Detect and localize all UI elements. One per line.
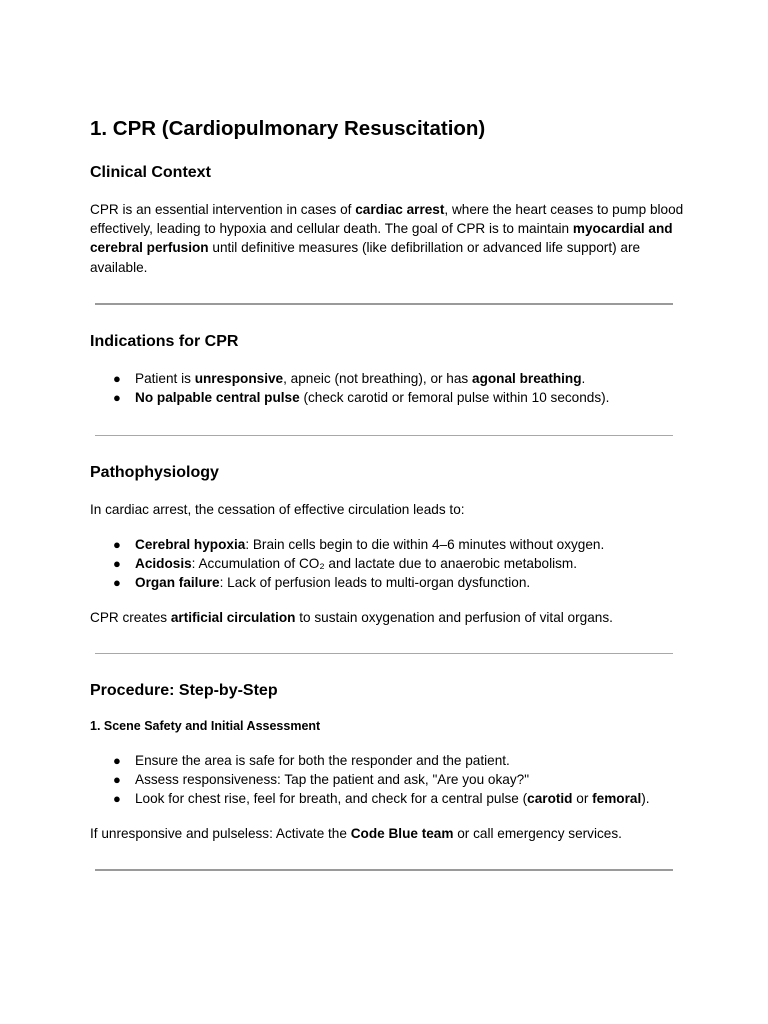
bold-text: No palpable central pulse <box>135 389 300 405</box>
text-run: : Brain cells begin to die within 4–6 minutes without oxygen. <box>245 537 605 553</box>
procedure-step1-list <box>90 751 686 808</box>
text-run: : Accumulation of CO₂ and lactate due to anaerobic metabolism. <box>191 556 578 572</box>
section-divider <box>95 653 673 654</box>
section-divider <box>95 303 673 305</box>
text-run: Assess responsiveness: Tap the patient and ask, "Are you okay?" <box>135 772 530 788</box>
text-run: Ensure the area is safe for both the responder and the patient. <box>135 753 510 769</box>
bullet-icon: ● <box>113 370 121 386</box>
step1-heading: 1. Scene Safety and Initial Assessment <box>90 719 321 734</box>
section-divider <box>95 435 673 436</box>
bold-text: Acidosis <box>135 556 192 572</box>
clinical-context-heading: Clinical Context <box>90 164 211 181</box>
text-run: If unresponsive and pulseless: Activate the <box>90 826 351 842</box>
text-run: or <box>572 791 593 807</box>
bullet-icon: ● <box>113 537 121 553</box>
procedure-outro <box>90 824 686 843</box>
bullet-icon: ● <box>113 772 121 788</box>
pathophysiology-outro <box>90 608 686 627</box>
list-item <box>90 770 686 789</box>
bullet-icon: ● <box>113 556 121 572</box>
bullet-icon: ● <box>113 791 121 807</box>
bullet-icon: ● <box>113 389 121 405</box>
document-content <box>90 116 686 897</box>
list-item <box>90 369 686 388</box>
indications-heading: Indications for CPR <box>90 332 239 350</box>
list-item <box>90 535 686 554</box>
list-item <box>90 751 686 770</box>
text-run: Patient is <box>135 370 195 386</box>
text-run: to sustain oxygenation and perfusion of vital organs. <box>295 610 613 626</box>
bold-text: Organ failure <box>135 575 220 591</box>
list-item <box>90 789 686 808</box>
list-item <box>90 573 686 592</box>
pathophysiology-heading: Pathophysiology <box>90 463 219 481</box>
text-run: , where the heart ceases to pump blood effectively, leading to hypoxia and cellular death. The goal of CPR is to maintain <box>90 202 684 237</box>
bold-text: artificial circulation <box>170 610 296 626</box>
text-run: until definitive measures (like defibrillation or advanced life support) are available. <box>90 240 641 275</box>
text-run: : Lack of perfusion leads to multi-organ dysfunction. <box>219 575 531 591</box>
bold-text: cardiac arrest <box>355 202 445 217</box>
text-run: CPR creates <box>90 610 171 626</box>
bold-text: femoral <box>592 791 642 807</box>
bullet-icon: ● <box>113 753 121 769</box>
clinical-context-paragraph <box>90 200 686 277</box>
pathophysiology-list <box>90 535 686 592</box>
bold-text: carotid <box>527 791 573 807</box>
text-run: . <box>581 370 586 386</box>
bold-text: unresponsive <box>194 370 284 386</box>
text-run: , apneic (not breathing), or has <box>283 370 473 386</box>
bullet-icon: ● <box>113 575 121 591</box>
text-run: (check carotid or femoral pulse within 10 seconds). <box>299 389 610 405</box>
text-run: ). <box>641 791 650 807</box>
bold-text: agonal breathing <box>472 370 582 386</box>
bold-text: myocardial and cerebral perfusion <box>90 221 673 256</box>
text-run: or call emergency services. <box>453 826 622 842</box>
text-run: CPR is an essential intervention in cases of <box>90 202 356 217</box>
list-item <box>90 388 686 407</box>
section-divider <box>95 869 673 871</box>
bold-text: Cerebral hypoxia <box>135 537 246 553</box>
list-item <box>90 554 686 573</box>
pathophysiology-intro: In cardiac arrest, the cessation of effective circulation leads to: <box>90 501 465 517</box>
bold-text: Code Blue team <box>350 826 454 842</box>
procedure-heading: Procedure: Step-by-Step <box>90 682 278 700</box>
indications-list <box>90 369 686 407</box>
text-run: Look for chest rise, feel for breath, and check for a central pulse ( <box>135 791 528 807</box>
page-title: 1. CPR (Cardiopulmonary Resuscitation) <box>90 117 486 140</box>
